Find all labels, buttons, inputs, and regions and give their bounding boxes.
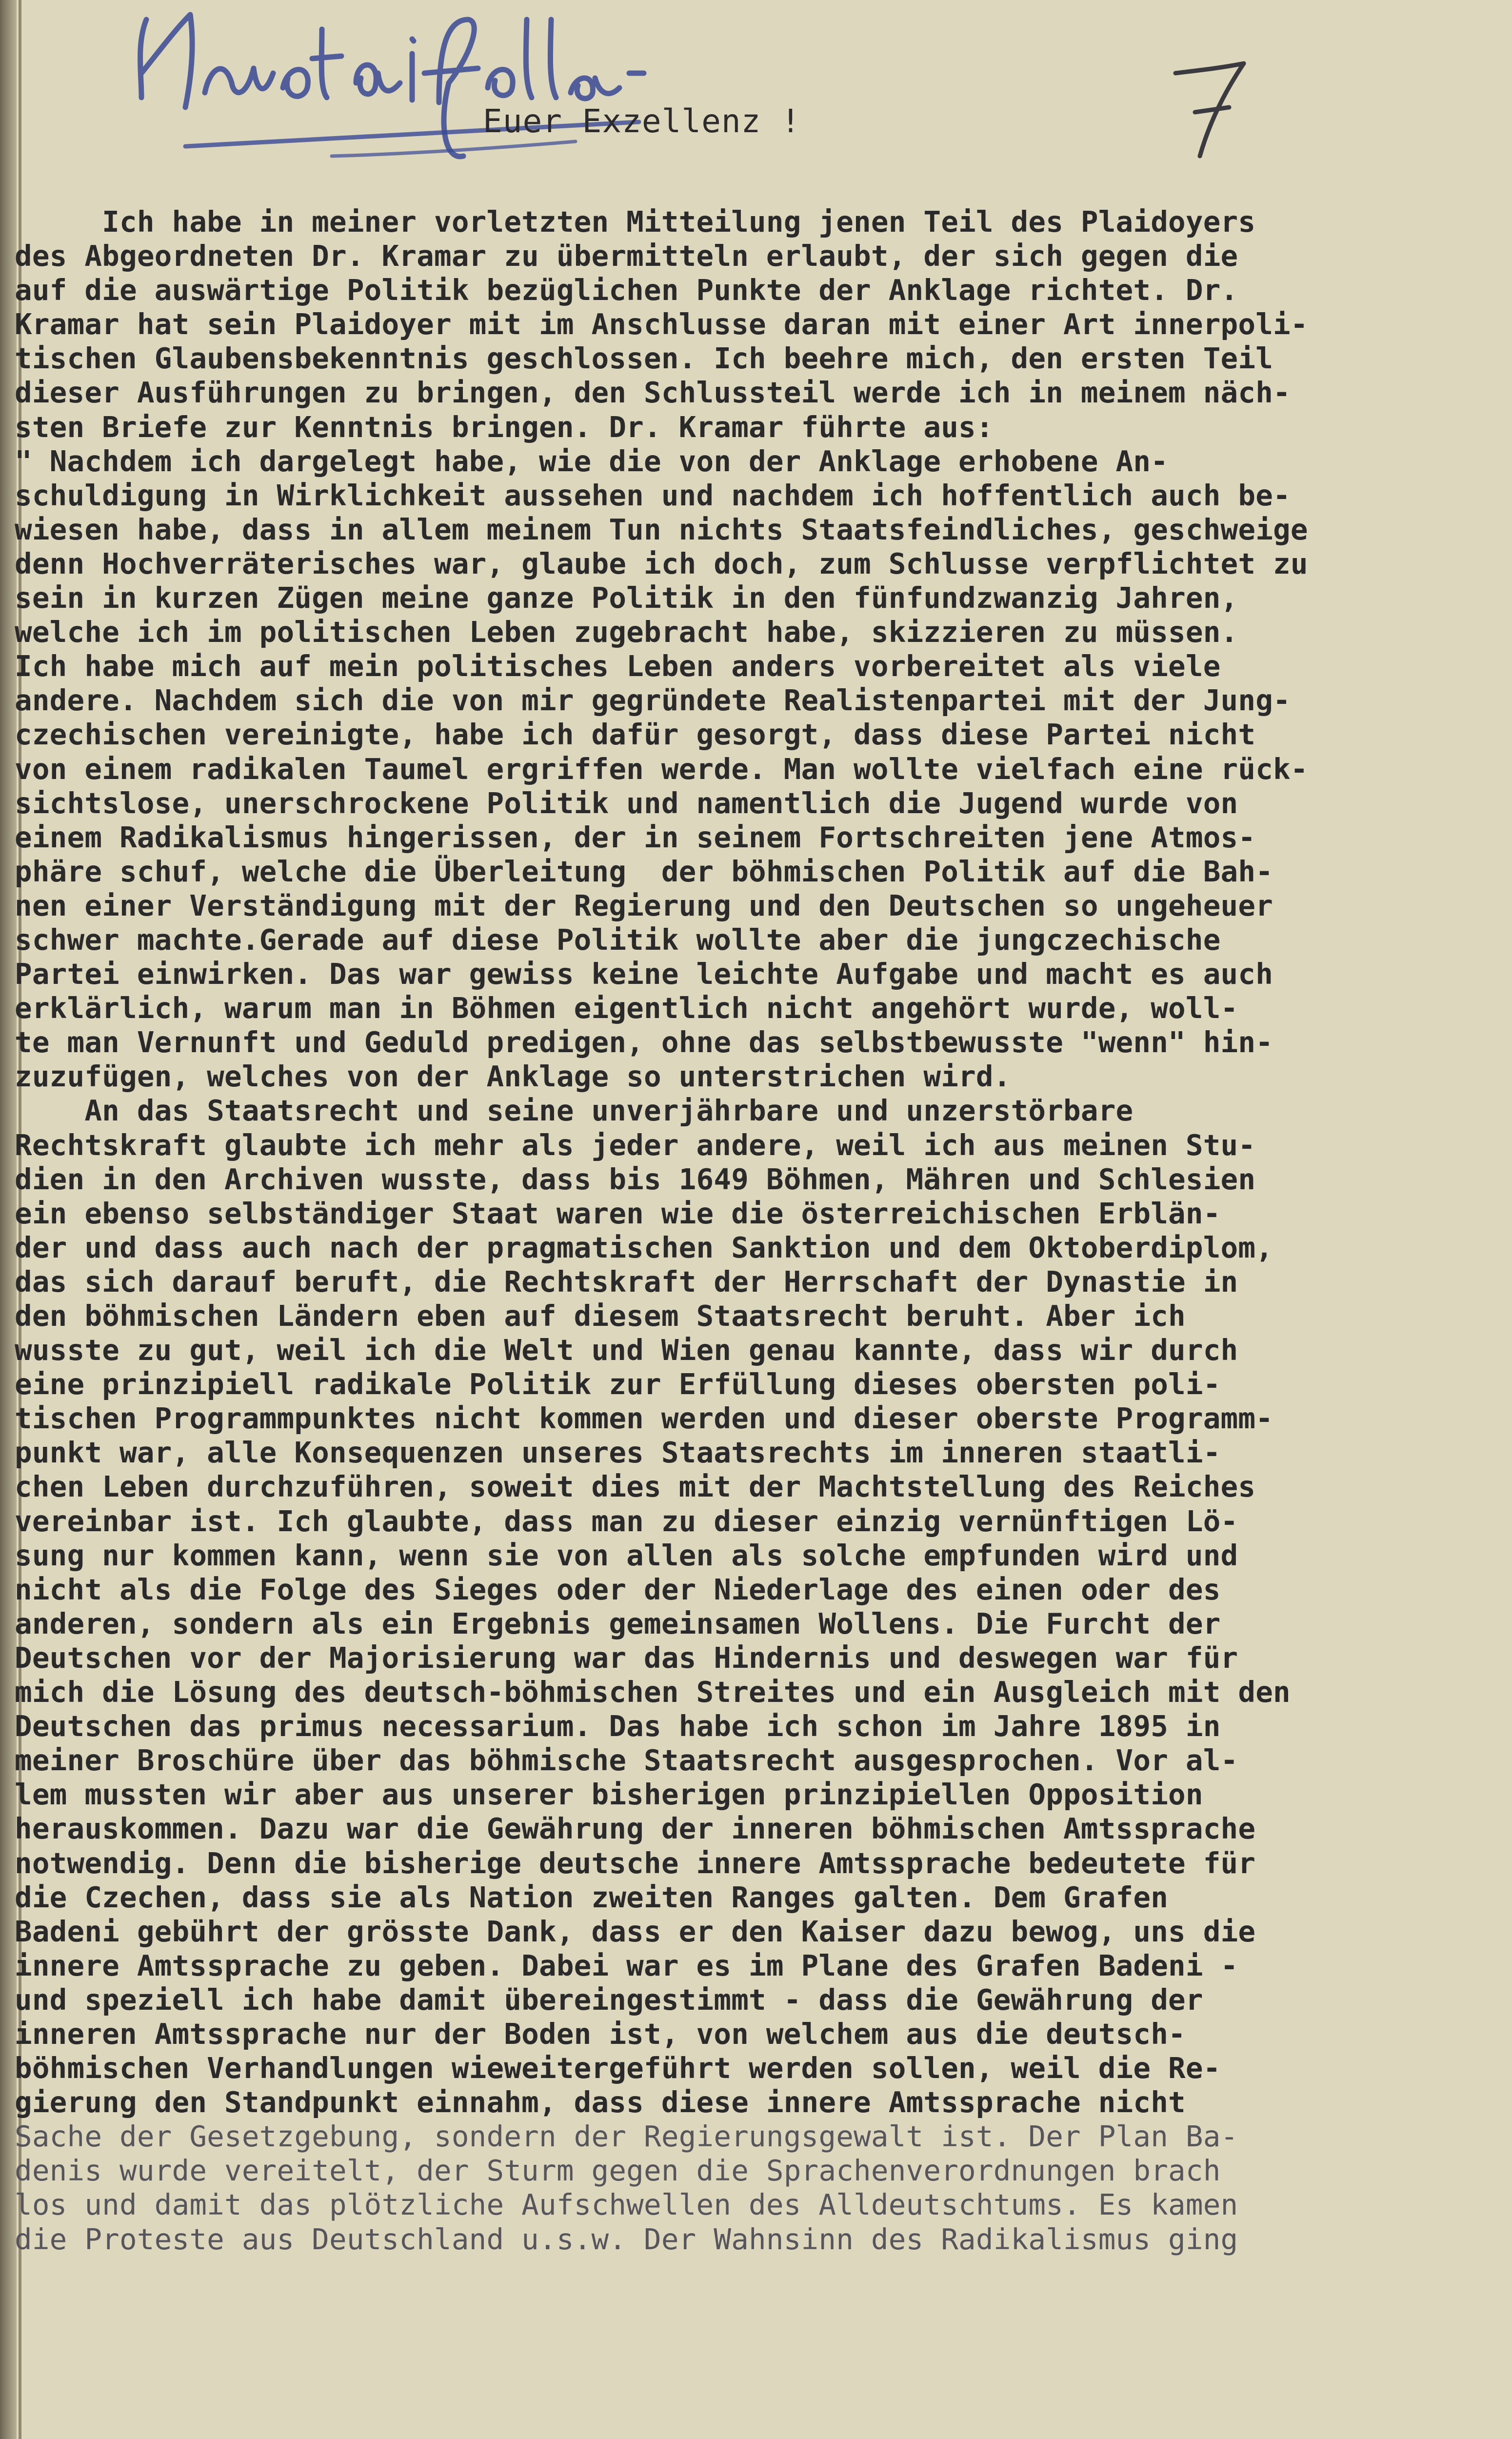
text-line: Deutschen vor der Majorisierung war das Hindernis und deswegen war für: [15, 1640, 1238, 1675]
text-line: gierung den Standpunkt einnahm, dass diese innere Amtssprache nicht: [15, 2085, 1186, 2119]
binding-edge: [0, 0, 17, 2439]
text-line: böhmischen Verhandlungen wieweitergeführt werden sollen, weil die Re-: [15, 2051, 1221, 2085]
handwritten-annotation: [127, 0, 663, 185]
text-line: schwer machte.Gerade auf diese Politik wollte aber die jungczechische: [15, 922, 1221, 957]
text-line: meiner Broschüre über das böhmische Staatsrecht ausgesprochen. Vor al-: [15, 1743, 1238, 1778]
text-line: denn Hochverräterisches war, glaube ich doch, zum Schlusse verpflichtet zu: [15, 546, 1308, 580]
text-line: Rechtskraft glaubte ich mehr als jeder andere, weil ich aus meinen Stu-: [15, 1128, 1256, 1162]
text-line: " Nachdem ich dargelegt habe, wie die von der Anklage erhobene An-: [15, 444, 1169, 478]
text-line: anderen, sondern als ein Ergebnis gemeinsamen Wollens. Die Furcht der: [15, 1606, 1221, 1640]
text-line: tischen Glaubensbekenntnis geschlossen. Ich beehre mich, den ersten Teil: [15, 341, 1273, 376]
text-line: An das Staatsrecht und seine unverjährbare und unzerstörbare: [15, 1094, 1134, 1128]
text-line: Deutschen das primus necessarium. Das habe ich schon im Jahre 1895 in: [15, 1709, 1221, 1743]
text-line: Kramar hat sein Plaidoyer mit im Anschlusse daran mit einer Art innerpoli-: [15, 307, 1308, 341]
text-line: czechischen vereinigte, habe ich dafür gesorgt, dass diese Partei nicht: [15, 718, 1256, 752]
text-line: und speziell ich habe damit übereingestimmt - dass die Gewährung der: [15, 1982, 1203, 2017]
text-line: das sich darauf beruft, die Rechtskraft der Herrschaft der Dynastie in: [15, 1264, 1238, 1299]
text-line: herauskommen. Dazu war die Gewährung der inneren böhmischen Amtssprache: [15, 1812, 1256, 1846]
text-line: dien in den Archiven wusste, dass bis 1649 Böhmen, Mähren und Schlesien: [15, 1162, 1256, 1196]
text-line: Ich habe mich auf mein politisches Leben anders vorbereitet als viele: [15, 649, 1221, 683]
text-line: sein in kurzen Zügen meine ganze Politik in den fünfundzwanzig Jahren,: [15, 581, 1238, 615]
text-line: sung nur kommen kann, wenn sie von allen als solche empfunden wird und: [15, 1538, 1238, 1572]
text-line: die Czechen, dass sie als Nation zweiten Ranges galten. Dem Grafen: [15, 1880, 1169, 1914]
text-line: auf die auswärtige Politik bezüglichen Punkte der Anklage richtet. Dr.: [15, 273, 1238, 307]
text-line: zuzufügen, welches von der Anklage so unterstrichen wird.: [15, 1060, 1011, 1094]
salutation: Euer Exzellenz !: [483, 102, 801, 140]
text-line: los und damit das plötzliche Aufschwellen des Alldeutschtums. Es kamen: [15, 2188, 1238, 2222]
text-line: Ich habe in meiner vorletzten Mitteilung jenen Teil des Plaidoyers: [15, 205, 1256, 239]
text-line: andere. Nachdem sich die von mir gegründete Realistenpartei mit der Jung-: [15, 683, 1291, 718]
text-line: te man Vernunft und Geduld predigen, ohne das selbstbewusste "wenn" hin-: [15, 1025, 1273, 1060]
text-line: nen einer Verständigung mit der Regierung und den Deutschen so ungeheuer: [15, 888, 1273, 922]
text-line: inneren Amtssprache nur der Boden ist, von welchem aus die deutsch-: [15, 2017, 1186, 2051]
text-line: wusste zu gut, weil ich die Welt und Wien genau kannte, dass wir durch: [15, 1333, 1238, 1367]
text-line: erklärlich, warum man in Böhmen eigentlich nicht angehört wurde, woll-: [15, 991, 1238, 1025]
text-line: innere Amtssprache zu geben. Dabei war es im Plane des Grafen Badeni -: [15, 1948, 1238, 1982]
text-line: punkt war, alle Konsequenzen unseres Staatsrechts im inneren staatli-: [15, 1436, 1221, 1470]
text-line: wiesen habe, dass in allem meinem Tun nichts Staatsfeindliches, geschweige: [15, 512, 1308, 546]
text-line: nicht als die Folge des Sieges oder der Niederlage des einen oder des: [15, 1572, 1221, 1606]
text-line: mich die Lösung des deutsch-böhmischen Streites und ein Ausgleich mit den: [15, 1675, 1291, 1709]
text-line: Partei einwirken. Das war gewiss keine leichte Aufgabe und macht es auch: [15, 957, 1273, 991]
text-line: lem mussten wir aber aus unserer bisherigen prinzipiellen Opposition: [15, 1778, 1203, 1812]
text-line: ein ebenso selbständiger Staat waren wie die österreichischen Erblän-: [15, 1196, 1221, 1230]
text-line: sichtslose, unerschrockene Politik und namentlich die Jugend wurde von: [15, 786, 1238, 820]
text-line: schuldigung in Wirklichkeit aussehen und nachdem ich hoffentlich auch be-: [15, 478, 1291, 512]
text-line: vereinbar ist. Ich glaubte, dass man zu dieser einzig vernünftigen Lö-: [15, 1504, 1238, 1538]
text-line: von einem radikalen Taumel ergriffen werde. Man wollte vielfach eine rück-: [15, 752, 1308, 786]
text-line: chen Leben durchzuführen, soweit dies mit der Machtstellung des Reiches: [15, 1470, 1256, 1504]
text-line: den böhmischen Ländern eben auf diesem Staatsrecht beruht. Aber ich: [15, 1299, 1186, 1333]
text-line: Badeni gebührt der grösste Dank, dass er den Kaiser dazu bewog, uns die: [15, 1914, 1256, 1948]
text-line: welche ich im politischen Leben zugebracht habe, skizzieren zu müssen.: [15, 615, 1238, 649]
text-line: einem Radikalismus hingerissen, der in seinem Fortschreiten jene Atmos-: [15, 820, 1256, 854]
letter-body: [15, 205, 1468, 2257]
text-line: des Abgeordneten Dr. Kramar zu übermitteln erlaubt, der sich gegen die: [15, 239, 1238, 273]
text-line: eine prinzipiell radikale Politik zur Erfüllung dieses obersten poli-: [15, 1367, 1221, 1401]
text-line: sten Briefe zur Kenntnis bringen. Dr. Kramar führte aus:: [15, 410, 994, 444]
text-line: Sache der Gesetzgebung, sondern der Regierungsgewalt ist. Der Plan Ba-: [15, 2119, 1238, 2154]
text-line: der und dass auch nach der pragmatischen Sanktion und dem Oktoberdiplom,: [15, 1230, 1273, 1264]
text-line: notwendig. Denn die bisherige deutsche innere Amtssprache bedeutete für: [15, 1846, 1256, 1880]
text-line: tischen Programmpunktes nicht kommen werden und dieser oberste Programm-: [15, 1401, 1273, 1436]
text-line: die Proteste aus Deutschland u.s.w. Der Wahnsinn des Radikalismus ging: [15, 2222, 1238, 2256]
page-number: [1166, 54, 1253, 161]
text-line: denis wurde vereitelt, der Sturm gegen die Sprachenverordnungen brach: [15, 2154, 1221, 2188]
text-line: dieser Ausführungen zu bringen, den Schlussteil werde ich in meinem näch-: [15, 376, 1291, 410]
text-line: phäre schuf, welche die Überleitung der böhmischen Politik auf die Bah-: [15, 854, 1273, 888]
